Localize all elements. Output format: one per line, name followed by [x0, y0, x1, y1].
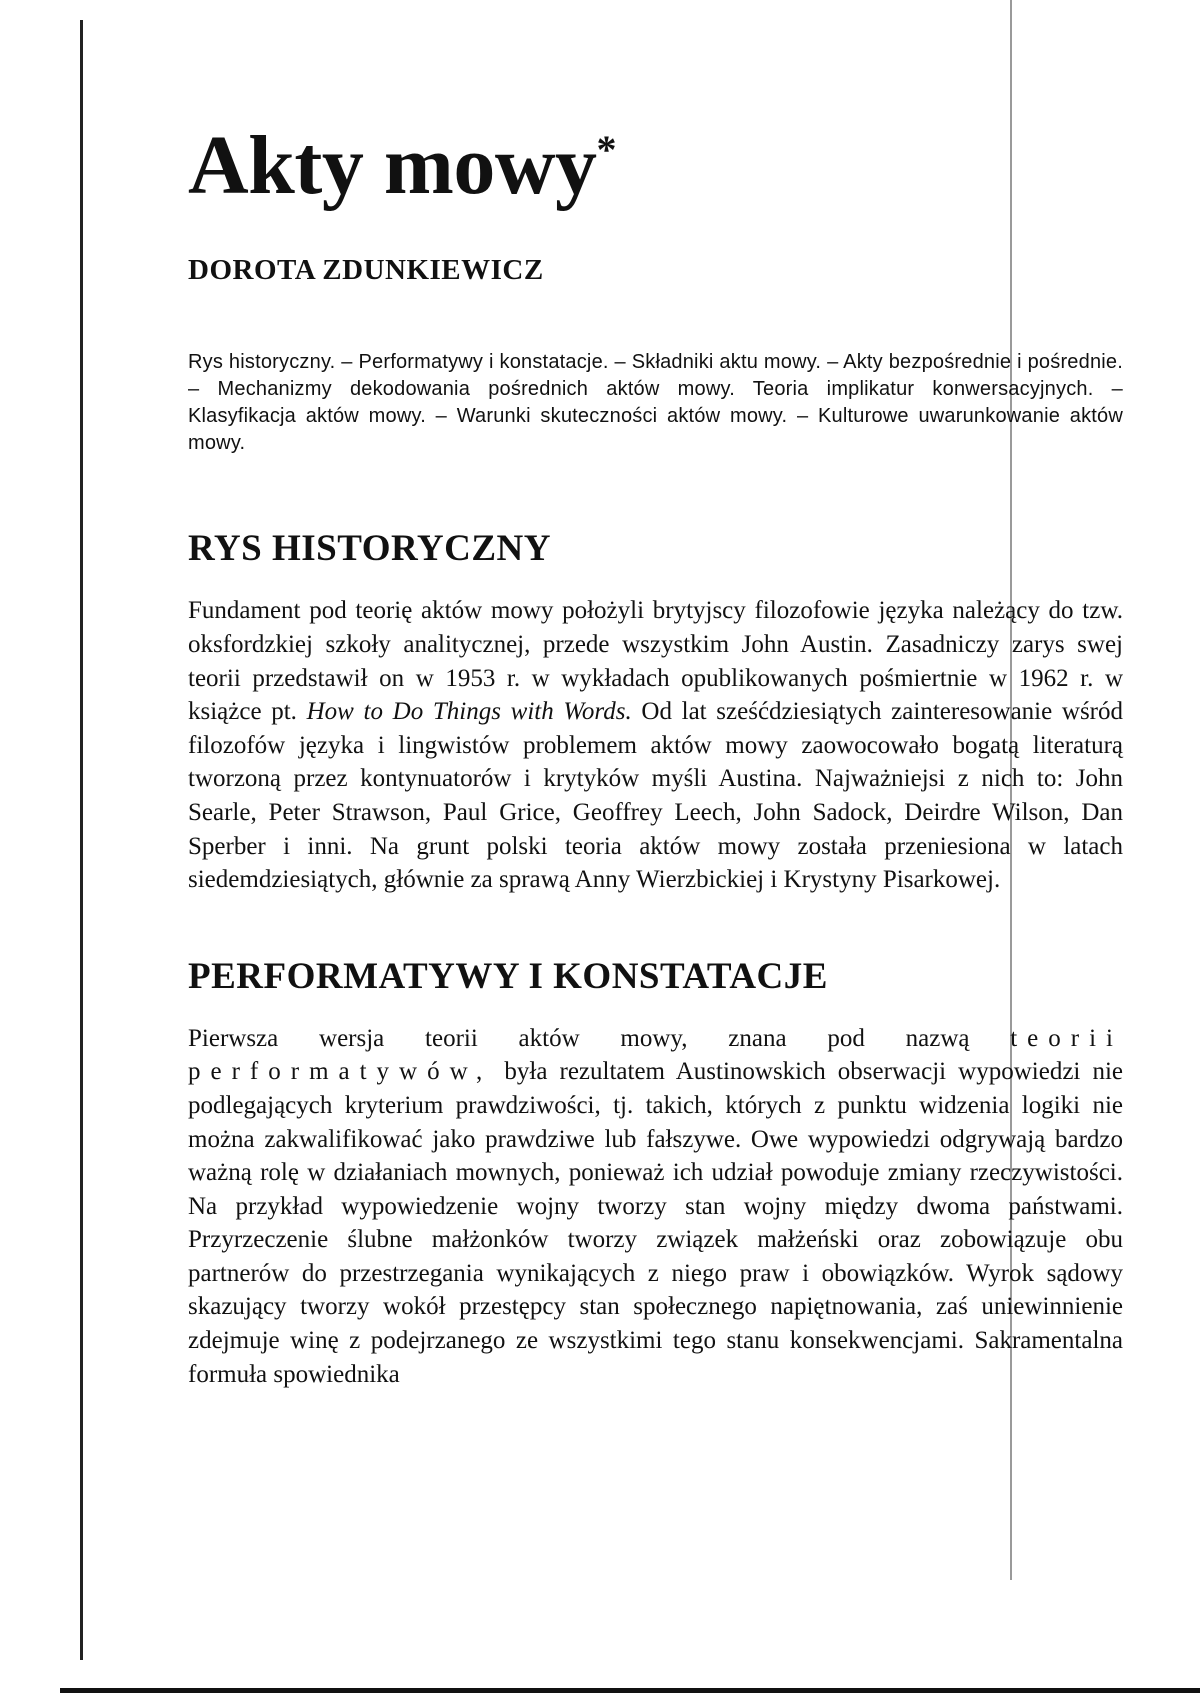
- chapter-title: [188, 120, 1123, 212]
- chapter-summary: Rys historyczny. – Performatywy i konstatacje. – Składniki aktu mowy. – Akty bezpośrednie i pośrednie. – Mechanizmy dekodowania pośrednich aktów mowy. Teoria implikatur konwersacyjnych. – Klasyfikacja aktów mowy. – Warunki skuteczności aktów mowy. – Kulturowe uwarunkowanie aktów mowy.: [188, 351, 1123, 455]
- footnote-mark: *: [596, 127, 616, 172]
- paragraph-text: Pierwsza wersja teorii aktów mowy, znana pod nazwą: [188, 1024, 1011, 1052]
- spaced-term: teorii performatywów,: [188, 1024, 1123, 1086]
- book-title: How to Do Things with Words.: [306, 698, 632, 726]
- chapter-author: DOROTA ZDUNKIEWICZ: [188, 254, 544, 287]
- scan-edge-left: [80, 20, 83, 1660]
- scan-edge-bottom: [60, 1688, 1200, 1693]
- paragraph-text: Od lat sześćdziesiątych zainteresowanie wśród filozofów języka i lingwistów problemem aktów mowy zaowocowało bogatą literaturą tworzoną przez kontynuatorów i krytyków myśli Austina. Najważniejsi z nich to: John Searle, Peter Strawson, Paul Grice, Geoffrey Leech, John Sadock, Deirdre Wilson, Dan Sperber i inni. Na grunt polski teoria aktów mowy została przeniesiona w latach siedemdziesiątych, głównie za sprawą Anny Wierzbickiej i Krystyny Pisarkowej.: [188, 698, 1123, 894]
- paragraph-text: była rezultatem Austinowskich obserwacji wypowiedzi nie podlegających kryterium prawdziwości, tj. takich, których z punktu widzenia logiki nie można zakwalifikować jako prawdziwe lub fałszywe. Owe wypowiedzi odgrywają bardzo ważną rolę w działaniach mownych, ponieważ ich udział powoduje zmiany rzeczywistości. Na przykład wypowiedzenie wojny tworzy stan wojny między dwoma państwami. Przyrzeczenie ślubne małżonków tworzy związek małżeński oraz zobowiązuje obu partnerów do przestrzegania wynikających z niego praw i obowiązków. Wyrok sądowy skazujący tworzy wokół przestępcy stan społecznego napiętnowania, zaś uniewinnienie zdejmuje winę z podejrzanego ze wszystkimi tego stanu konsekwencjami. Sakramentalna formuła spowiednika: [188, 1058, 1123, 1388]
- chapter-title-text: Akty mowy: [188, 119, 597, 212]
- section-heading-rys-historyczny: RYS HISTORYCZNY: [188, 528, 551, 570]
- section-paragraph-performatywy: [188, 1022, 1123, 1392]
- paragraph-text: Fundament pod teorię aktów mowy położyli brytyjscy filozofowie języka należący do tzw. oksfordzkiej szkoły analitycznej, przede wszystkim John Austin. Zasadniczy zarys swej teorii przedstawił on w 1953 r. w wykładach opublikowanych pośmiertnie w 1962 r. w książce pt.: [188, 597, 1123, 726]
- section-paragraph-rys-historyczny: [188, 594, 1123, 896]
- page: [188, 120, 1123, 1391]
- section-heading-performatywy: PERFORMATYWY I KONSTATACJE: [188, 955, 828, 997]
